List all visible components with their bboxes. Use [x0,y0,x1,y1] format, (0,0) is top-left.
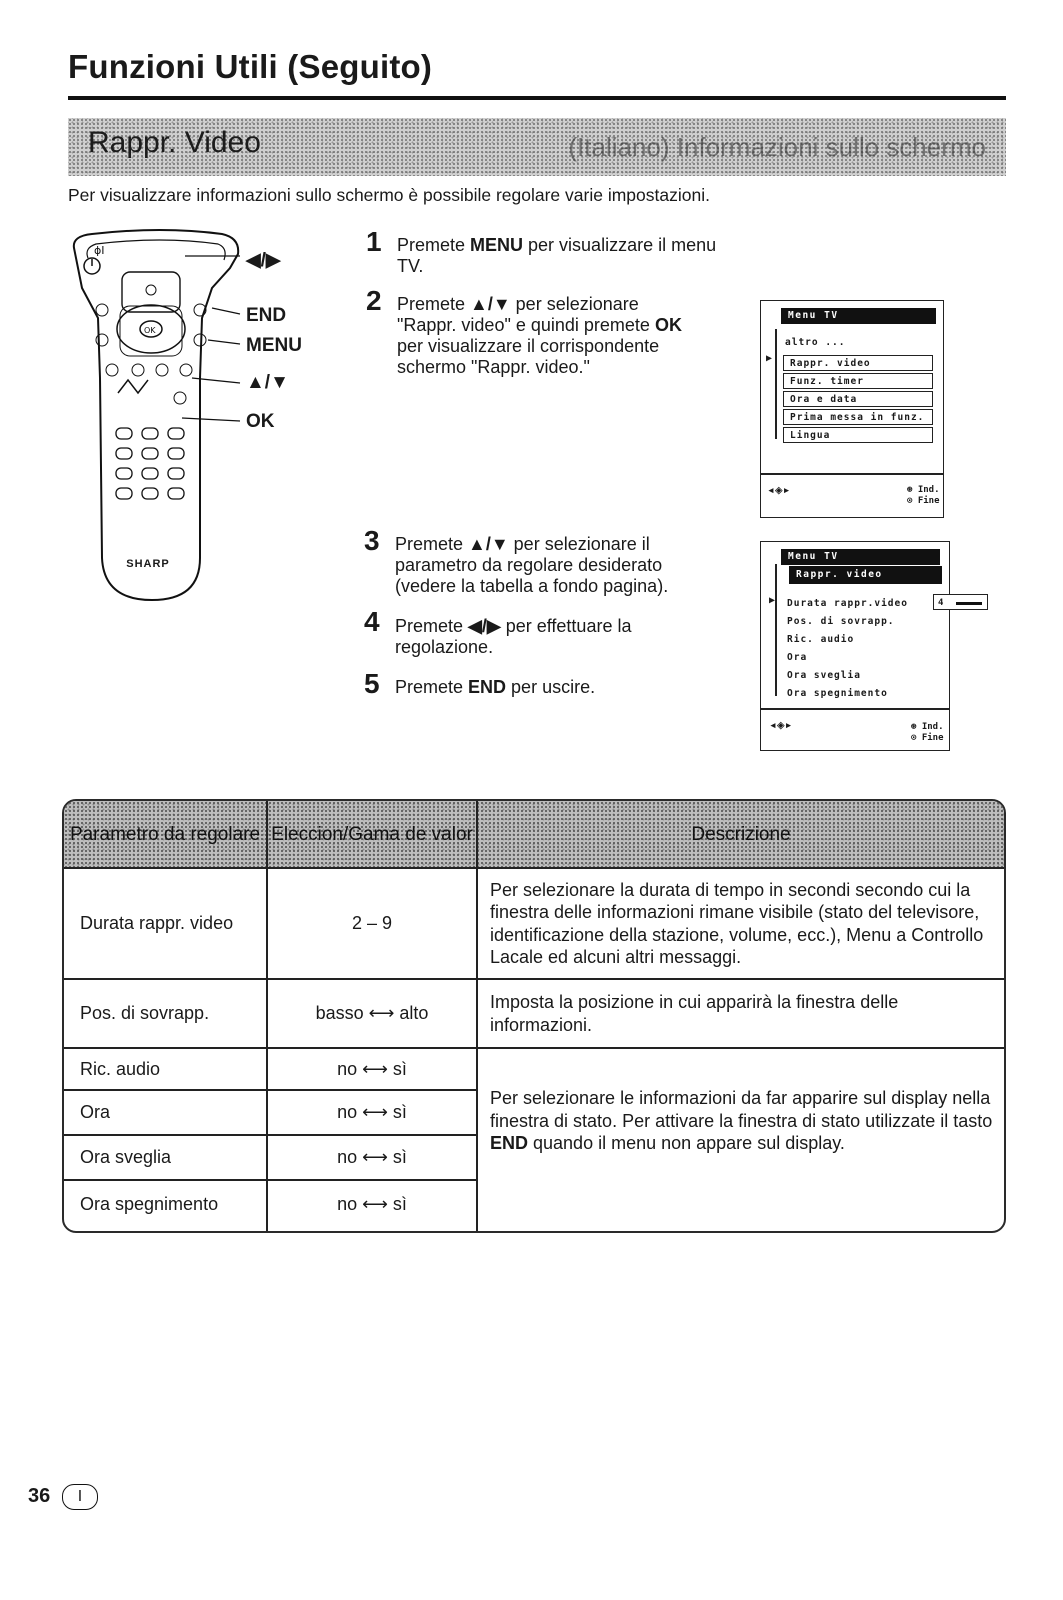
header-description: Descrizione [691,823,791,845]
pointer-icon: ▶ [769,595,776,606]
step-number: 5 [364,668,380,699]
table-cell-param: Ora spegnimento [80,1193,219,1214]
section-tag: (Italiano) Informazioni sullo schermo [568,132,986,162]
section-title: Rappr. Video [88,126,261,159]
label-left-right: ◀/▶ [246,250,281,271]
table-cell-desc: Imposta la posizione in cui apparirà la finestra delle informazioni. [490,992,899,1035]
intro-text: Per visualizzare informazioni sullo schermo è possibile regolare varie impostazioni. [68,185,710,205]
menu-item: Pos. di sovrapp. [787,616,895,627]
step-number: 4 [364,606,380,637]
table-cell-value: 2 – 9 [351,913,393,933]
navigation-pad-icon: ◂◈▸ [767,483,791,498]
section-banner [68,118,1006,176]
value-box: 4 [933,594,988,610]
step-text: Premete MENU per visualizzare il menu TV. [397,235,717,276]
step-number: 2 [366,285,382,316]
table-cell-desc-shared: Per selezionare le informazioni da far apparire sul display nella finestra di stato. Per attivare la finestra di stato utilizzate il tasto END quando il menu non appare sul display. [490,1088,993,1153]
table-cell-param: Durata rappr. video [80,913,234,933]
step-text: Premete ▲/▼ per selezionare il parametro da regolare desiderato (vedere la tabella a fondo pagina). [395,534,669,596]
menu-guide-line [775,564,777,696]
menu-item: altro ... [785,337,846,348]
screen-title: Menu TV [781,308,936,324]
step-text: Premete ◀/▶ per effettuare la regolazione. [395,616,632,657]
step-number: 1 [366,226,382,257]
footer-fine: ⊙ Fine [911,733,944,743]
table-cell-param: Ora [80,1102,111,1122]
table-cell-value: no ⟷ sì [337,1193,407,1214]
pointer-icon: ▶ [766,353,773,364]
label-menu: MENU [246,335,302,356]
table-cell-param: Ora sveglia [80,1147,172,1167]
menu-item-selected: Durata rappr.video [787,598,908,609]
menu-item-selected: Rappr. video [783,355,933,371]
menu-item: Prima messa in funz. [783,409,933,425]
menu-item: Lingua [783,427,933,443]
screen-title: Menu TV [781,549,940,565]
screen-divider [761,473,943,475]
rappr-video-screen [760,541,950,751]
svg-text:OK: OK [144,326,156,335]
column-divider [476,801,478,1231]
page-number: 36 [28,1485,51,1507]
table-cell-value: no ⟷ sì [337,1102,407,1122]
menu-item: Ora [787,652,808,663]
table-cell-value: no ⟷ sì [337,1058,407,1079]
value-bar [956,602,982,605]
header-values: Eleccion/Gama de valor [271,823,473,845]
language-badge: I [62,1484,98,1510]
label-up-down: ▲/▼ [246,372,289,393]
menu-item: Funz. timer [783,373,933,389]
table-cell-value: basso ⟷ alto [315,1003,429,1023]
footer-ind: ⊛ Ind. [911,722,944,732]
menu-item: Ric. audio [787,634,855,645]
table-cell-desc: Per selezionare la durata di tempo in secondi secondo cui la finestra delle informazioni rimane visibile (stato del televisore, identificazione della stazione, volume, ecc.), Menu a Controllo Lacale ed alcuni altri messaggi. [490,879,984,967]
table-cell-param: Ric. audio [80,1058,161,1079]
remote-brand: SHARP [126,558,170,570]
footer-ind: ⊛ Ind. [907,485,940,495]
menu-item: Ora e data [783,391,933,407]
menu-tv-screen [760,300,944,518]
svg-text:ϕI: ϕI [94,244,105,257]
step-number: 3 [364,525,380,556]
menu-item: Ora sveglia [787,670,861,681]
step-text: Premete ▲/▼ per selezionare "Rappr. video" e quindi premete OK per visualizzare il corrispondente schermo "Rappr. video." [397,294,682,377]
table-cell-value: no ⟷ sì [337,1147,407,1167]
screen-divider [761,708,949,710]
page-title: Funzioni Utili (Seguito) [68,48,433,85]
table-cell-param: Pos. di sovrapp. [80,1003,210,1023]
label-ok: OK [246,411,275,432]
parameter-table [62,799,1006,1233]
label-end: END [246,305,287,326]
header-parameter: Parametro da regolare [69,823,261,845]
screen-subtitle: Rappr. video [789,566,942,584]
footer-fine: ⊙ Fine [907,496,940,506]
menu-guide-line [775,329,777,439]
title-rule [68,96,1006,100]
menu-item: Ora spegnimento [787,688,888,699]
navigation-pad-icon: ◂◈▸ [769,718,793,733]
step-text: Premete END per uscire. [395,677,596,697]
